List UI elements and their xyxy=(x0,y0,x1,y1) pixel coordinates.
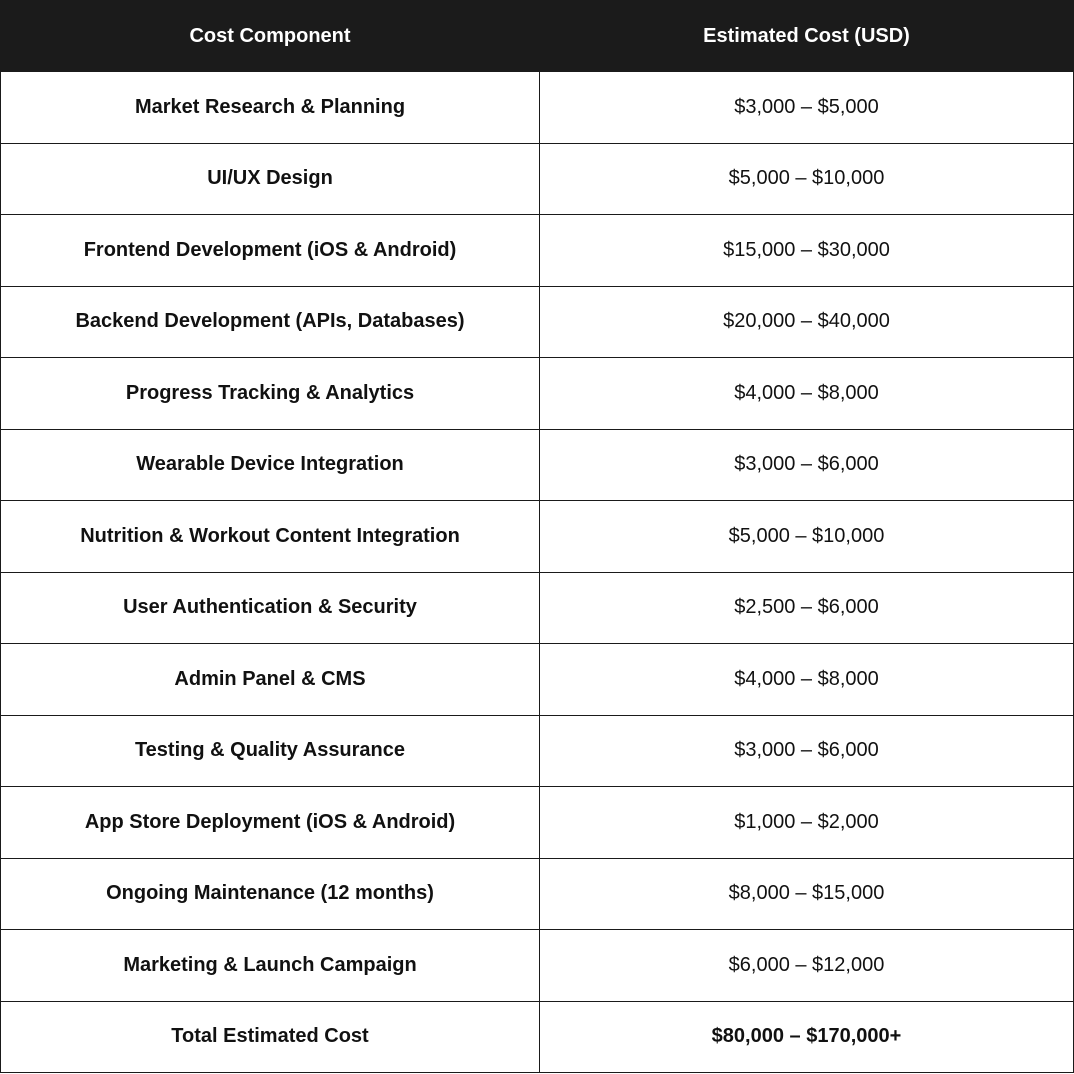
table-row xyxy=(1,72,1074,144)
table-row xyxy=(1,215,1074,287)
total-cost: $80,000 – $170,000+ xyxy=(540,1001,1074,1073)
table-row xyxy=(1,143,1074,215)
header-cost-component: Cost Component xyxy=(1,1,540,72)
row-cost: $4,000 – $8,000 xyxy=(540,358,1074,430)
row-component: Frontend Development (iOS & Android) xyxy=(1,215,540,287)
table-row xyxy=(1,572,1074,644)
row-component: UI/UX Design xyxy=(1,143,540,215)
row-component: Testing & Quality Assurance xyxy=(1,715,540,787)
row-cost: $3,000 – $5,000 xyxy=(540,72,1074,144)
table-row xyxy=(1,286,1074,358)
table-row xyxy=(1,501,1074,573)
row-component: Progress Tracking & Analytics xyxy=(1,358,540,430)
row-cost: $8,000 – $15,000 xyxy=(540,858,1074,930)
header-estimated-cost: Estimated Cost (USD) xyxy=(540,1,1074,72)
row-component: Market Research & Planning xyxy=(1,72,540,144)
row-cost: $15,000 – $30,000 xyxy=(540,215,1074,287)
table-row xyxy=(1,930,1074,1002)
row-component: App Store Deployment (iOS & Android) xyxy=(1,787,540,859)
row-component: Nutrition & Workout Content Integration xyxy=(1,501,540,573)
row-component: User Authentication & Security xyxy=(1,572,540,644)
row-cost: $5,000 – $10,000 xyxy=(540,143,1074,215)
table-row xyxy=(1,715,1074,787)
table-row xyxy=(1,858,1074,930)
row-component: Wearable Device Integration xyxy=(1,429,540,501)
row-cost: $3,000 – $6,000 xyxy=(540,429,1074,501)
total-row xyxy=(1,1001,1074,1073)
row-component: Ongoing Maintenance (12 months) xyxy=(1,858,540,930)
row-cost: $5,000 – $10,000 xyxy=(540,501,1074,573)
row-component: Admin Panel & CMS xyxy=(1,644,540,716)
row-component: Backend Development (APIs, Databases) xyxy=(1,286,540,358)
table-row xyxy=(1,644,1074,716)
row-cost: $20,000 – $40,000 xyxy=(540,286,1074,358)
row-cost: $2,500 – $6,000 xyxy=(540,572,1074,644)
row-cost: $4,000 – $8,000 xyxy=(540,644,1074,716)
row-cost: $6,000 – $12,000 xyxy=(540,930,1074,1002)
table-header-row xyxy=(1,1,1074,72)
row-cost: $3,000 – $6,000 xyxy=(540,715,1074,787)
table-row xyxy=(1,358,1074,430)
table-row xyxy=(1,787,1074,859)
total-label: Total Estimated Cost xyxy=(1,1001,540,1073)
row-cost: $1,000 – $2,000 xyxy=(540,787,1074,859)
row-component: Marketing & Launch Campaign xyxy=(1,930,540,1002)
table-row xyxy=(1,429,1074,501)
